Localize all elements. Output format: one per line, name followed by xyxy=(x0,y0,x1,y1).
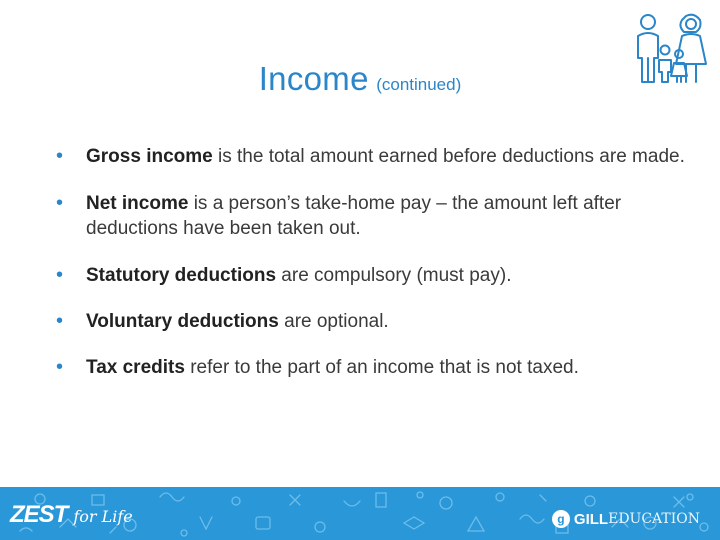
gill-name: GILL xyxy=(573,510,609,528)
bullet-term: Voluntary deductions xyxy=(86,311,279,332)
title-sub: (continued) xyxy=(376,75,462,94)
bullet-dot: • xyxy=(56,356,64,378)
bullet-term: Statutory deductions xyxy=(86,265,277,286)
bullet-dot: • xyxy=(56,310,64,332)
family-icon xyxy=(632,12,710,86)
bullet-gross-income xyxy=(56,144,696,169)
bullet-dot: • xyxy=(56,192,64,214)
bullet-term: Tax credits xyxy=(86,357,185,378)
bullet-list xyxy=(56,144,696,401)
bullet-text: refer to the part of an income that is not taxed. xyxy=(184,357,579,378)
zest-logo-tail: for Life xyxy=(73,507,133,526)
footer-banner xyxy=(0,487,720,540)
zest-logo-main: ZEST xyxy=(10,501,68,528)
gill-education-logo xyxy=(552,510,700,528)
gill-edu: EDUCATION xyxy=(608,511,700,527)
title-main: Income xyxy=(258,60,369,97)
bullet-text: is a person’s take-home pay – the amount left after deductions have been taken out. xyxy=(86,193,622,239)
bullet-tax-credits xyxy=(56,355,696,380)
bullet-statutory-deductions xyxy=(56,263,696,288)
bullet-dot: • xyxy=(56,145,64,167)
bullet-text: is the total amount earned before deductions are made. xyxy=(212,146,685,167)
bullet-term: Net income xyxy=(86,193,189,214)
bullet-term: Gross income xyxy=(86,146,213,167)
zest-for-life-logo xyxy=(10,501,133,529)
bullet-text: are optional. xyxy=(278,311,389,332)
slide-title xyxy=(0,60,720,98)
bullet-voluntary-deductions xyxy=(56,309,696,334)
bullet-dot: • xyxy=(56,264,64,286)
bullet-text: are compulsory (must pay). xyxy=(276,265,512,286)
gill-badge-icon: g xyxy=(552,510,570,528)
bullet-net-income xyxy=(56,191,696,241)
